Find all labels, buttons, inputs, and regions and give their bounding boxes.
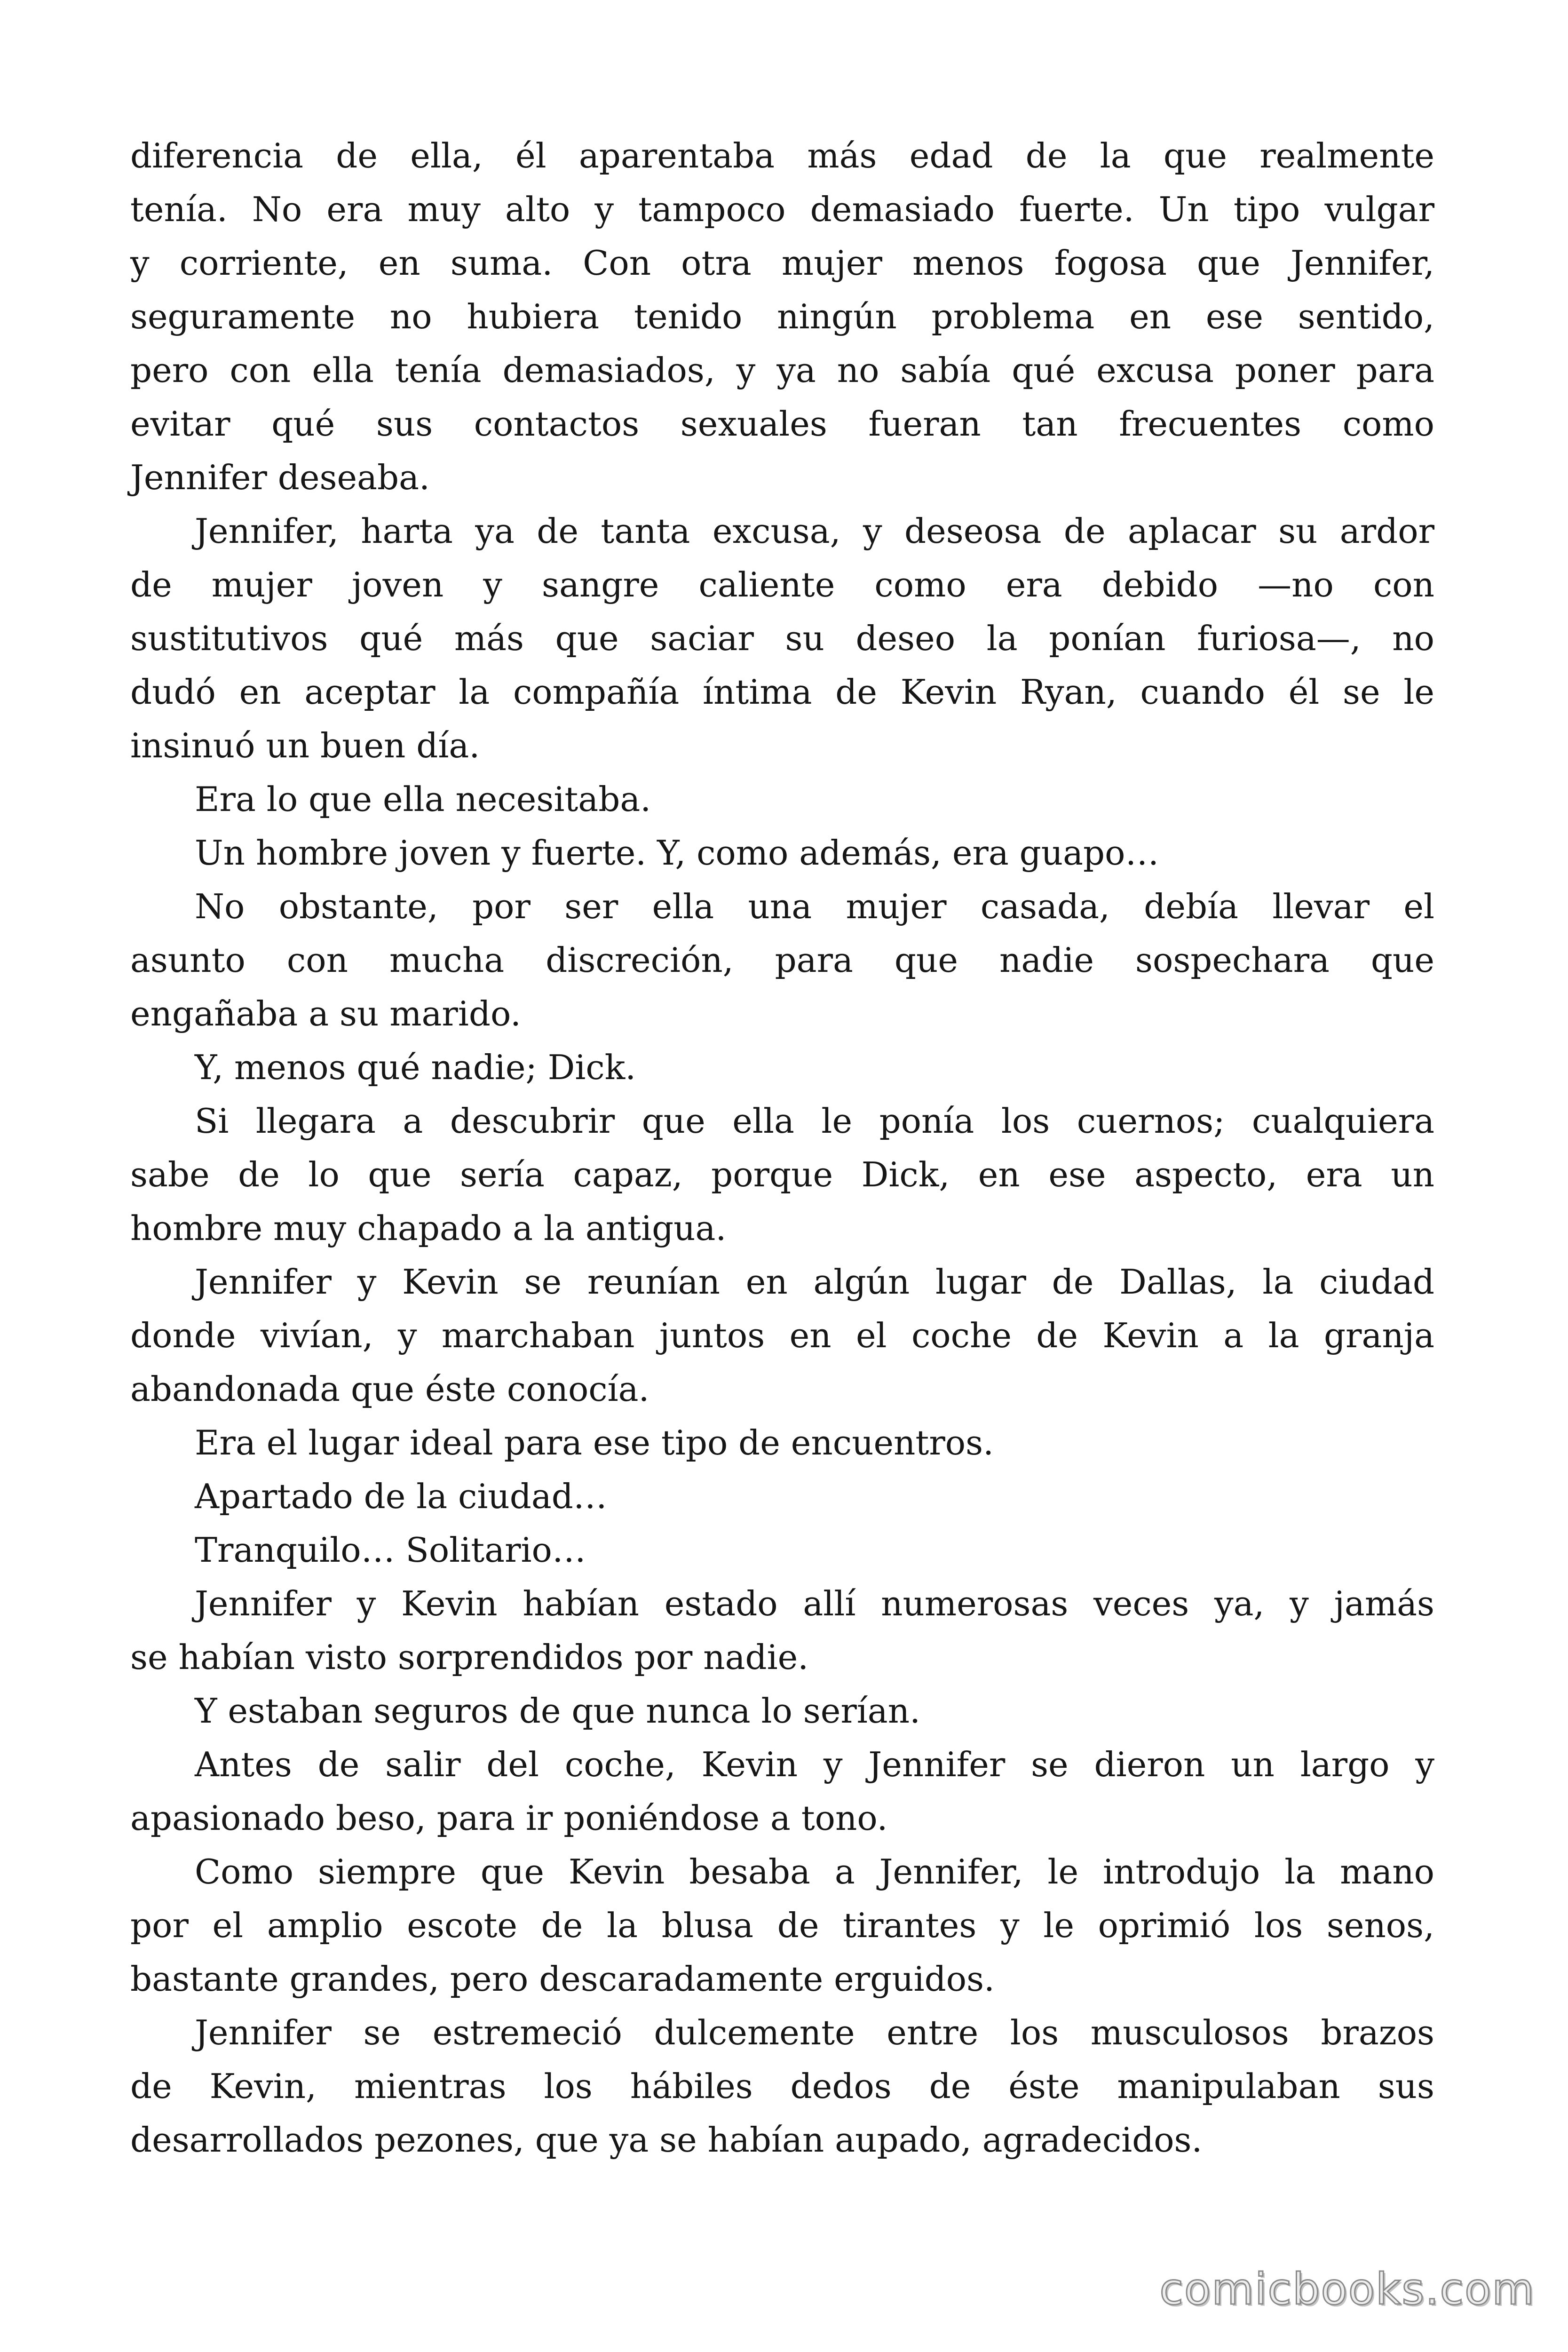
text-line: Si llegara a descubrir que ella le ponía los cuernos; cualquiera: [195, 1101, 1434, 1141]
text-line: engañaba a su marido.: [130, 994, 521, 1033]
text-line: Como siempre que Kevin besaba a Jennifer, le introdujo la mano: [195, 1852, 1434, 1891]
text-line: Antes de salir del coche, Kevin y Jennifer se dieron un largo y: [195, 1745, 1434, 1784]
paragraph: [130, 1255, 1434, 1416]
text-line: por el amplio escote de la blusa de tirantes y le oprimió los senos,: [130, 1906, 1434, 1945]
watermark: comicbooks.com: [1159, 2264, 1535, 2314]
text-line: tenía. No era muy alto y tampoco demasiado fuerte. Un tipo vulgar: [130, 190, 1434, 229]
text-line: No obstante, por ser ella una mujer casada, debía llevar el: [195, 887, 1434, 926]
paragraph: [130, 1684, 1434, 1738]
text-line: pero con ella tenía demasiados, y ya no sabía qué excusa poner para: [130, 350, 1434, 390]
paragraph: [130, 504, 1434, 772]
paragraph: [130, 1470, 1434, 1523]
text-line: Jennifer y Kevin se reunían en algún lugar de Dallas, la ciudad: [195, 1262, 1434, 1302]
text-line: dudó en aceptar la compañía íntima de Kevin Ryan, cuando él se le: [130, 672, 1434, 712]
text-line: evitar qué sus contactos sexuales fueran tan frecuentes como: [130, 404, 1434, 444]
paragraph: [130, 772, 1434, 826]
text-line: Jennifer deseaba.: [130, 458, 430, 497]
text-line: sabe de lo que sería capaz, porque Dick, en ese aspecto, era un: [130, 1155, 1434, 1194]
text-line: se habían visto sorprendidos por nadie.: [130, 1637, 809, 1677]
text-line: bastante grandes, pero descaradamente erguidos.: [130, 1959, 995, 1999]
text-line: Era lo que ella necesitaba.: [195, 779, 651, 819]
paragraph: [130, 1738, 1434, 1845]
paragraph: [130, 1416, 1434, 1470]
text-line: Era el lugar ideal para ese tipo de encuentros.: [195, 1423, 994, 1462]
paragraph: [130, 1845, 1434, 2006]
text-line: diferencia de ella, él aparentaba más edad de la que realmente: [130, 136, 1434, 175]
text-line: Y, menos qué nadie; Dick.: [195, 1048, 636, 1087]
text-line: abandonada que éste conocía.: [130, 1369, 649, 1409]
text-line: insinuó un buen día.: [130, 726, 480, 765]
paragraph: [130, 826, 1434, 880]
text-line: seguramente no hubiera tenido ningún problema en ese sentido,: [130, 297, 1434, 336]
paragraph: [130, 1041, 1434, 1094]
text-line: Apartado de la ciudad…: [195, 1477, 607, 1516]
text-line: y corriente, en suma. Con otra mujer menos fogosa que Jennifer,: [130, 243, 1434, 283]
paragraph: [130, 880, 1434, 1041]
text-line: donde vivían, y marchaban juntos en el coche de Kevin a la granja: [130, 1316, 1434, 1355]
text-line: Y estaban seguros de que nunca lo serían.: [195, 1691, 920, 1731]
paragraph: [130, 1577, 1434, 1684]
paragraph: [130, 2006, 1434, 2167]
text-line: de mujer joven y sangre caliente como era debido —no con: [130, 565, 1434, 604]
paragraph: [130, 1094, 1434, 1255]
body-text: [130, 129, 1434, 2167]
text-line: Jennifer se estremeció dulcemente entre los musculosos brazos: [195, 2013, 1434, 2052]
text-line: sustitutivos qué más que saciar su deseo la ponían furiosa—, no: [130, 619, 1434, 658]
text-line: asunto con mucha discreción, para que nadie sospechara que: [130, 940, 1434, 980]
text-line: Un hombre joven y fuerte. Y, como además, era guapo…: [195, 833, 1159, 873]
text-line: de Kevin, mientras los hábiles dedos de éste manipulaban sus: [130, 2066, 1434, 2106]
paragraph-continued: [130, 129, 1434, 504]
text-line: Jennifer, harta ya de tanta excusa, y deseosa de aplacar su ardor: [195, 511, 1434, 551]
text-line: Jennifer y Kevin habían estado allí numerosas veces ya, y jamás: [195, 1584, 1434, 1623]
text-line: Tranquilo… Solitario…: [195, 1530, 586, 1570]
text-line: apasionado beso, para ir poniéndose a tono.: [130, 1798, 888, 1838]
text-line: desarrollados pezones, que ya se habían aupado, agradecidos.: [130, 2120, 1203, 2160]
text-line: hombre muy chapado a la antigua.: [130, 1208, 727, 1248]
paragraph: [130, 1523, 1434, 1577]
